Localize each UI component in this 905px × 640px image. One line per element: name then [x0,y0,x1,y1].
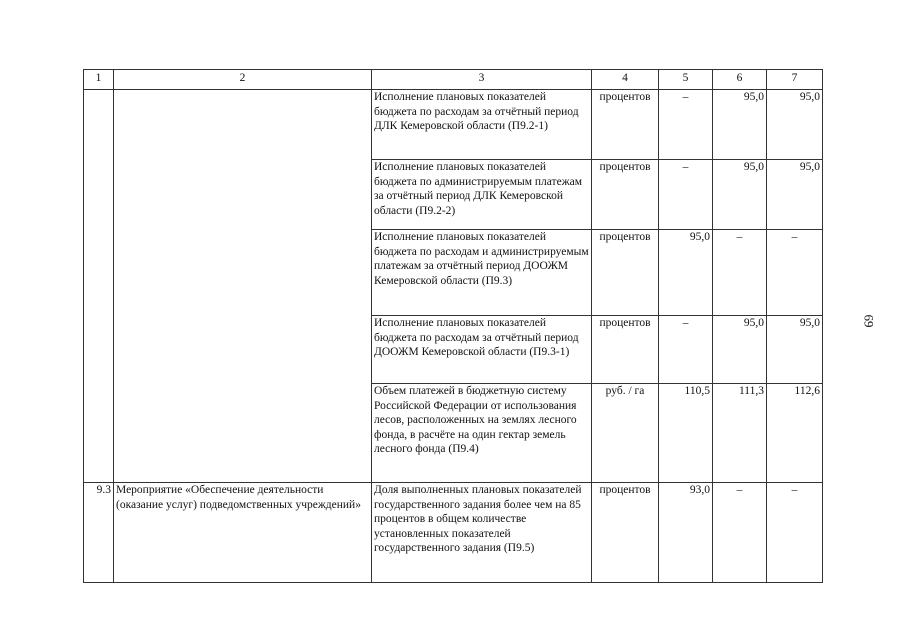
activity-name-cell [114,90,372,483]
header-col-5: 5 [659,70,713,90]
indicator-cell: Исполнение плановых показателей бюджета по администрируемым платежам за отчётный период ДЛК Кемеровской области (П9.2-2) [372,160,592,230]
value-col-7: – [767,230,823,316]
table-row [84,483,823,583]
value-col-6: – [713,483,767,583]
value-col-5: 95,0 [659,230,713,316]
unit-cell: процентов [592,90,659,160]
activity-name-cell: Мероприятие «Обеспечение деятельности (оказание услуг) подведомственных учреждений» [114,483,372,583]
indicators-table [83,69,823,583]
value-col-6: 111,3 [713,384,767,483]
indicator-cell: Исполнение плановых показателей бюджета по расходам за отчётный период ДЛК Кемеровской области (П9.2-1) [372,90,592,160]
indicator-cell: Исполнение плановых показателей бюджета по расходам и администрируемым платежам за отчётный период ДООЖМ Кемеровской области (П9.3) [372,230,592,316]
indicator-cell: Объем платежей в бюджетную систему Российской Федерации от использования лесов, расположенных на землях лесного фонда, в расчёте на один гектар земель лесного фонда (П9.4) [372,384,592,483]
header-col-4: 4 [592,70,659,90]
value-col-5: – [659,316,713,384]
row-number-cell [84,90,114,483]
page-number: 69 [861,314,877,328]
value-col-6: 95,0 [713,316,767,384]
value-col-7: 95,0 [767,316,823,384]
indicator-cell: Исполнение плановых показателей бюджета по расходам за отчётный период ДООЖМ Кемеровской области (П9.3-1) [372,316,592,384]
header-col-3: 3 [372,70,592,90]
unit-cell: процентов [592,230,659,316]
value-col-6: 95,0 [713,90,767,160]
header-col-6: 6 [713,70,767,90]
value-col-5: 110,5 [659,384,713,483]
indicator-cell: Доля выполненных плановых показателей государственного задания более чем на 85 процентов в общем количестве установленных показателей государственного задания (П9.5) [372,483,592,583]
value-col-6: 95,0 [713,160,767,230]
value-col-7: 112,6 [767,384,823,483]
row-number-cell: 9.3 [84,483,114,583]
value-col-5: – [659,160,713,230]
value-col-7: 95,0 [767,160,823,230]
unit-cell: руб. / га [592,384,659,483]
value-col-5: 93,0 [659,483,713,583]
unit-cell: процентов [592,483,659,583]
header-col-1: 1 [84,70,114,90]
table-row [84,90,823,160]
value-col-7: 95,0 [767,90,823,160]
value-col-7: – [767,483,823,583]
value-col-5: – [659,90,713,160]
header-col-7: 7 [767,70,823,90]
unit-cell: процентов [592,160,659,230]
value-col-6: – [713,230,767,316]
header-row [84,70,823,90]
unit-cell: процентов [592,316,659,384]
header-col-2: 2 [114,70,372,90]
